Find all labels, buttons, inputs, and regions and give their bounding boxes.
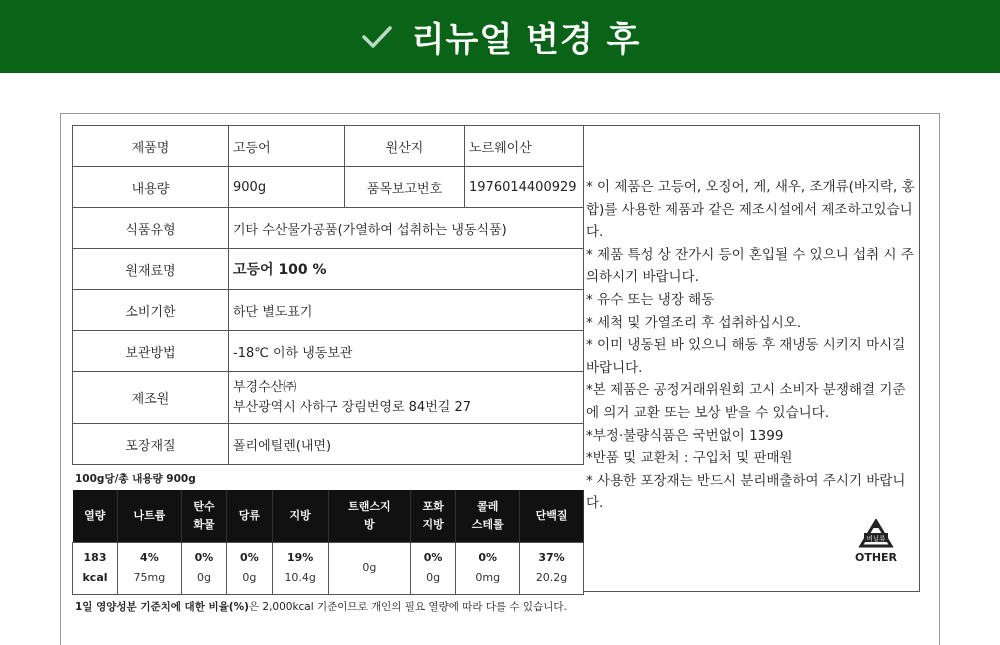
manufacturer-address: 부산광역시 사하구 장림번영로 84번길 27	[233, 399, 471, 415]
nutrient-header: 지방	[272, 490, 328, 542]
row-value: 기타 수산물가공품(가열하여 섭취하는 냉동식품)	[229, 208, 584, 249]
row-label: 포장재질	[73, 424, 229, 465]
table-row	[73, 208, 584, 249]
nutrient-header: 콜레 스테롤	[456, 490, 520, 542]
row-value: 폴리에틸렌(내면)	[229, 424, 584, 465]
recycle-mark-text: 비닐류	[866, 534, 886, 543]
nutrient-header: 트랜스지 방	[328, 490, 410, 542]
recycle-icon	[858, 519, 894, 549]
row-value: 하단 별도표기	[229, 290, 584, 331]
daily-value-note-text: 은 2,000kcal 기준이므로 개인의 필요 열량에 따라 다를 수 있습니다.	[248, 601, 567, 613]
recycle-mark	[848, 519, 904, 569]
row-value: 노르웨이산	[465, 126, 584, 167]
nutrition-caption: 100g당/총 내용량 900g	[75, 473, 196, 485]
row-label: 제품명	[73, 126, 229, 167]
nutrient-value: 37% 20.2g	[520, 542, 584, 594]
table-row	[73, 331, 584, 372]
table-row	[73, 249, 584, 290]
notice-list	[586, 176, 916, 515]
row-value	[229, 372, 584, 424]
product-info-table	[72, 125, 584, 465]
row-value: 900g	[229, 167, 345, 208]
nutrient-value: 0% 0mg	[456, 542, 520, 594]
table-row	[73, 372, 584, 424]
row-label: 원산지	[345, 126, 465, 167]
notice-item: *본 제품은 공정거래위원회 고시 소비자 분쟁해결 기준에 의거 교환 또는 보상 받을 수 있습니다.	[586, 382, 906, 421]
notice-item: * 세척 및 가열조리 후 섭취하십시오.	[586, 314, 802, 331]
table-row	[73, 424, 584, 465]
nutrient-value: 19% 10.4g	[272, 542, 328, 594]
notice-item: * 유수 또는 냉장 해동	[586, 291, 715, 308]
nutrient-header: 당류	[227, 490, 272, 542]
row-label: 제조원	[73, 372, 229, 424]
row-label: 내용량	[73, 167, 229, 208]
row-value: 고등어 100 %	[229, 249, 584, 290]
nutrition-value-row	[73, 542, 584, 594]
notice-item: * 사용한 포장재는 반드시 분리배출하여 주시기 바랍니다.	[586, 472, 906, 512]
row-label: 원재료명	[73, 249, 229, 290]
nutrition-table	[72, 490, 584, 595]
recycle-label: OTHER	[854, 551, 898, 564]
table-row	[73, 290, 584, 331]
row-label: 품목보고번호	[345, 167, 465, 208]
notice-item: *부정·불량식품은 국번없이 1399	[586, 427, 784, 444]
row-label: 보관방법	[73, 331, 229, 372]
daily-value-note-bold: 1일 영양성분 기준치에 대한 비율(%)	[75, 601, 249, 613]
nutrient-value: 4% 75mg	[118, 542, 182, 594]
nutrient-value: 183 kcal	[73, 542, 118, 594]
row-label: 식품유형	[73, 208, 229, 249]
nutrient-value: 0% 0g	[227, 542, 272, 594]
manufacturer-name: 부경수산㈜	[233, 379, 297, 395]
notice-item: *반품 및 교환처 : 구입처 및 판매원	[586, 450, 793, 467]
table-row	[73, 126, 584, 167]
check-icon	[360, 20, 394, 54]
nutrient-value: 0g	[328, 542, 410, 594]
notice-item: * 이 제품은 고등어, 오징어, 게, 새우, 조개류(바지락, 홍합)를 사용한 제품과 같은 제조시설에서 제조하고있습니다.	[586, 179, 915, 241]
nutrient-header: 단백질	[520, 490, 584, 542]
nutrition-header-row	[73, 490, 584, 542]
nutrient-header: 나트륨	[118, 490, 182, 542]
row-value: -18℃ 이하 냉동보관	[229, 331, 584, 372]
nutrient-value: 0% 0g	[181, 542, 226, 594]
header-banner	[0, 0, 1000, 73]
row-label: 소비기한	[73, 290, 229, 331]
daily-value-note	[75, 598, 585, 616]
notice-item: * 제품 특성 상 잔가시 등이 혼입될 수 있으니 섭취 시 주의하시기 바랍니다.	[586, 246, 914, 286]
notice-item: * 이미 냉동된 바 있으니 해동 후 재냉동 시키지 마시길 바랍니다.	[586, 337, 906, 376]
nutrient-header: 열량	[73, 490, 118, 542]
row-value: 고등어	[229, 126, 345, 167]
nutrient-header: 탄수 화물	[181, 490, 226, 542]
nutrient-value: 0% 0g	[410, 542, 455, 594]
nutrient-header: 포화 지방	[410, 490, 455, 542]
table-row	[73, 167, 584, 208]
row-value: 1976014400929	[465, 167, 584, 208]
banner-title: 리뉴얼 변경 후	[411, 20, 641, 60]
